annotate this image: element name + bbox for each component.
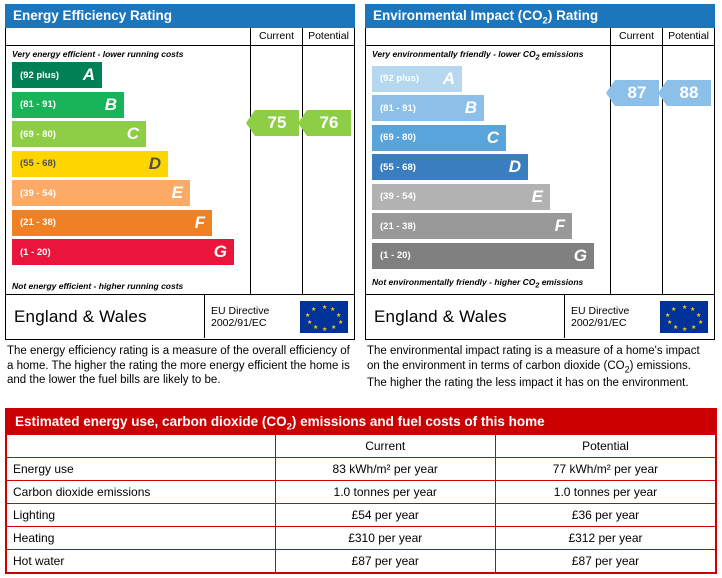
epc-band-b-range: (81 - 91) bbox=[20, 99, 56, 110]
ei-band-a bbox=[372, 66, 462, 92]
epc-chart-header bbox=[6, 28, 354, 46]
epc-header-spacer bbox=[6, 28, 250, 45]
row-current-energy-use: 83 kWh/m² per year bbox=[275, 458, 495, 481]
ei-band-c-range: (69 - 80) bbox=[380, 132, 416, 144]
row-potential-energy-use: 77 kWh/m² per year bbox=[495, 458, 715, 481]
ei-title-suffix: ) Rating bbox=[547, 8, 599, 23]
epc-footer bbox=[6, 294, 354, 338]
epc-column-potential: Potential bbox=[302, 28, 354, 45]
ei-top-note bbox=[366, 46, 610, 64]
eu-flag-icon: ★ ★ ★ ★ ★ ★ ★ ★ ★ ★ bbox=[660, 301, 708, 333]
epc-band-a-letter: A bbox=[82, 65, 95, 84]
ei-rating-columns bbox=[610, 46, 714, 294]
ei-top-note-suffix: emissions bbox=[539, 49, 584, 59]
row-potential-hot-water: £87 per year bbox=[495, 550, 715, 573]
epc-band-f-range: (21 - 38) bbox=[20, 217, 56, 228]
epc-band-e-letter: E bbox=[171, 183, 183, 202]
ei-top-note-sub: 2 bbox=[535, 54, 540, 62]
ei-bottom-note-sub: 2 bbox=[535, 283, 540, 290]
ei-header-spacer bbox=[366, 28, 610, 45]
epc-band-c bbox=[12, 121, 146, 147]
row-potential-lighting: £36 per year bbox=[495, 504, 715, 527]
costs-title-prefix: Estimated energy use, carbon dioxide (CO bbox=[15, 414, 287, 429]
energy-efficiency-chart bbox=[5, 28, 355, 340]
epc-current-cell bbox=[250, 46, 302, 294]
epc-chart-body bbox=[6, 46, 354, 294]
ei-band-f-letter: F bbox=[554, 216, 565, 236]
environmental-impact-title bbox=[365, 4, 715, 28]
ei-top-note-prefix: Very environmentally friendly - lower CO bbox=[372, 49, 536, 59]
epc-band-f-letter: F bbox=[194, 212, 205, 232]
ei-band-d-range: (55 - 68) bbox=[380, 161, 416, 173]
ei-footer-country: England & Wales bbox=[374, 306, 507, 326]
ei-band-a-letter: A bbox=[442, 68, 455, 88]
epc-bars bbox=[6, 60, 250, 265]
ei-band-b-range: (81 - 91) bbox=[380, 102, 416, 114]
ei-band-f bbox=[372, 213, 572, 239]
epc-top-note: Very energy efficient - lower running costs bbox=[12, 49, 184, 59]
epc-band-f bbox=[12, 210, 212, 236]
ei-title-prefix: Environmental Impact (CO bbox=[373, 8, 543, 23]
ei-band-e-letter: E bbox=[531, 186, 543, 206]
ei-band-e bbox=[372, 184, 550, 210]
header-blank bbox=[7, 435, 275, 458]
row-label-heating: Heating bbox=[7, 527, 275, 550]
epc-directive-line2: 2002/91/EC bbox=[211, 316, 267, 329]
ei-potential-cell bbox=[662, 46, 714, 294]
eu-flag-icon: ★ ★ ★ ★ ★ ★ ★ ★ ★ ★ bbox=[300, 301, 348, 333]
ei-band-c bbox=[372, 125, 506, 151]
ei-current-value: 87 bbox=[615, 80, 659, 106]
epc-potential-cell bbox=[302, 46, 354, 294]
ei-directive-line1: EU Directive bbox=[571, 304, 630, 317]
epc-band-d-letter: D bbox=[148, 153, 161, 173]
ei-band-d-letter: D bbox=[508, 157, 521, 177]
energy-efficiency-panel bbox=[5, 4, 355, 391]
ei-band-e-range: (39 - 54) bbox=[380, 191, 416, 203]
epc-rating-columns bbox=[250, 46, 354, 294]
row-potential-heating: £312 per year bbox=[495, 527, 715, 550]
ei-band-b bbox=[372, 95, 484, 121]
row-label-carbon-dioxide-emissions: Carbon dioxide emissions bbox=[7, 481, 275, 504]
ei-band-c-letter: C bbox=[486, 127, 499, 147]
epc-current-value: 75 bbox=[255, 110, 299, 136]
row-current-lighting: £54 per year bbox=[275, 504, 495, 527]
header-potential: Potential bbox=[495, 435, 715, 458]
ei-bottom-note-suffix: emissions bbox=[539, 277, 584, 288]
environmental-impact-chart bbox=[365, 28, 715, 340]
ei-column-current: Current bbox=[610, 28, 662, 45]
ei-current-cell bbox=[610, 46, 662, 294]
epc-footer-country: England & Wales bbox=[14, 306, 147, 326]
epc-band-g-range: (1 - 20) bbox=[20, 246, 51, 258]
table-row bbox=[7, 527, 715, 550]
header-current: Current bbox=[275, 435, 495, 458]
ei-band-f-range: (21 - 38) bbox=[380, 220, 416, 232]
epc-footer-directive bbox=[204, 295, 294, 338]
epc-band-b bbox=[12, 92, 124, 118]
table-row bbox=[7, 481, 715, 504]
ei-column-potential: Potential bbox=[662, 28, 714, 45]
epc-band-g bbox=[12, 239, 234, 265]
ei-description-part2: ) emissions. The higher the rating the less impact it has on the environment. bbox=[367, 359, 691, 390]
ei-band-d bbox=[372, 154, 528, 180]
epc-band-a bbox=[12, 62, 102, 88]
ei-band-g-range: (1 - 20) bbox=[380, 250, 411, 262]
ei-description-part1: The environmental impact rating is a measure of a home's impact on the environment in terms of carbon dioxide (CO bbox=[367, 345, 700, 372]
epc-band-b-letter: B bbox=[104, 94, 117, 114]
costs-title-sub: 2 bbox=[286, 421, 292, 433]
table-row bbox=[7, 504, 715, 527]
ei-chart-header bbox=[366, 28, 714, 46]
costs-title-suffix: ) emissions and fuel costs of this home bbox=[291, 414, 545, 429]
ei-bottom-note bbox=[366, 274, 583, 292]
epc-bottom-note: Not energy efficient - higher running costs bbox=[12, 281, 184, 291]
ei-bars bbox=[366, 64, 610, 269]
table-row bbox=[7, 458, 715, 481]
ei-description-sub: 2 bbox=[624, 363, 630, 374]
table-row bbox=[7, 550, 715, 573]
row-potential-carbon-dioxide-emissions: 1.0 tonnes per year bbox=[495, 481, 715, 504]
ei-band-a-range: (92 plus) bbox=[380, 73, 420, 85]
epc-band-c-letter: C bbox=[126, 124, 139, 143]
row-label-energy-use: Energy use bbox=[7, 458, 275, 481]
ei-description bbox=[365, 340, 715, 391]
epc-band-e bbox=[12, 180, 190, 206]
epc-band-d bbox=[12, 151, 168, 177]
ei-chart-body bbox=[366, 46, 714, 294]
epc-column-current: Current bbox=[250, 28, 302, 45]
row-current-hot-water: £87 per year bbox=[275, 550, 495, 573]
energy-efficiency-title: Energy Efficiency Rating bbox=[5, 4, 355, 28]
epc-band-g-letter: G bbox=[213, 242, 227, 261]
row-current-heating: £310 per year bbox=[275, 527, 495, 550]
ei-footer-directive bbox=[564, 295, 654, 338]
ei-potential-value: 88 bbox=[667, 80, 711, 106]
row-current-carbon-dioxide-emissions: 1.0 tonnes per year bbox=[275, 481, 495, 504]
epc-band-c-range: (69 - 80) bbox=[20, 128, 56, 140]
row-label-lighting: Lighting bbox=[7, 504, 275, 527]
epc-potential-value: 76 bbox=[307, 110, 351, 136]
epc-directive-line1: EU Directive bbox=[211, 304, 270, 317]
epc-description: The energy efficiency rating is a measure of the overall efficiency of a home. The higher the rating the more energy efficient the home is and the lower the fuel bills are likely to be. bbox=[7, 345, 350, 386]
epc-bars-area bbox=[6, 46, 250, 294]
estimated-costs-panel bbox=[5, 408, 717, 574]
ei-title-sub: 2 bbox=[542, 15, 548, 27]
table-header-row bbox=[7, 435, 715, 458]
ei-band-g bbox=[372, 243, 594, 269]
estimated-costs-table bbox=[7, 434, 715, 572]
ei-band-b-letter: B bbox=[464, 98, 477, 118]
ei-bars-area bbox=[366, 46, 610, 294]
ei-footer bbox=[366, 294, 714, 338]
epc-band-e-range: (39 - 54) bbox=[20, 187, 56, 199]
epc-band-a-range: (92 plus) bbox=[20, 69, 60, 81]
ei-directive-line2: 2002/91/EC bbox=[571, 316, 627, 329]
ei-bottom-note-prefix: Not environmentally friendly - higher CO bbox=[372, 277, 536, 288]
ei-band-g-letter: G bbox=[573, 245, 587, 265]
epc-band-d-range: (55 - 68) bbox=[20, 158, 56, 169]
estimated-costs-title bbox=[7, 410, 715, 434]
environmental-impact-panel bbox=[365, 4, 715, 391]
row-label-hot-water: Hot water bbox=[7, 550, 275, 573]
